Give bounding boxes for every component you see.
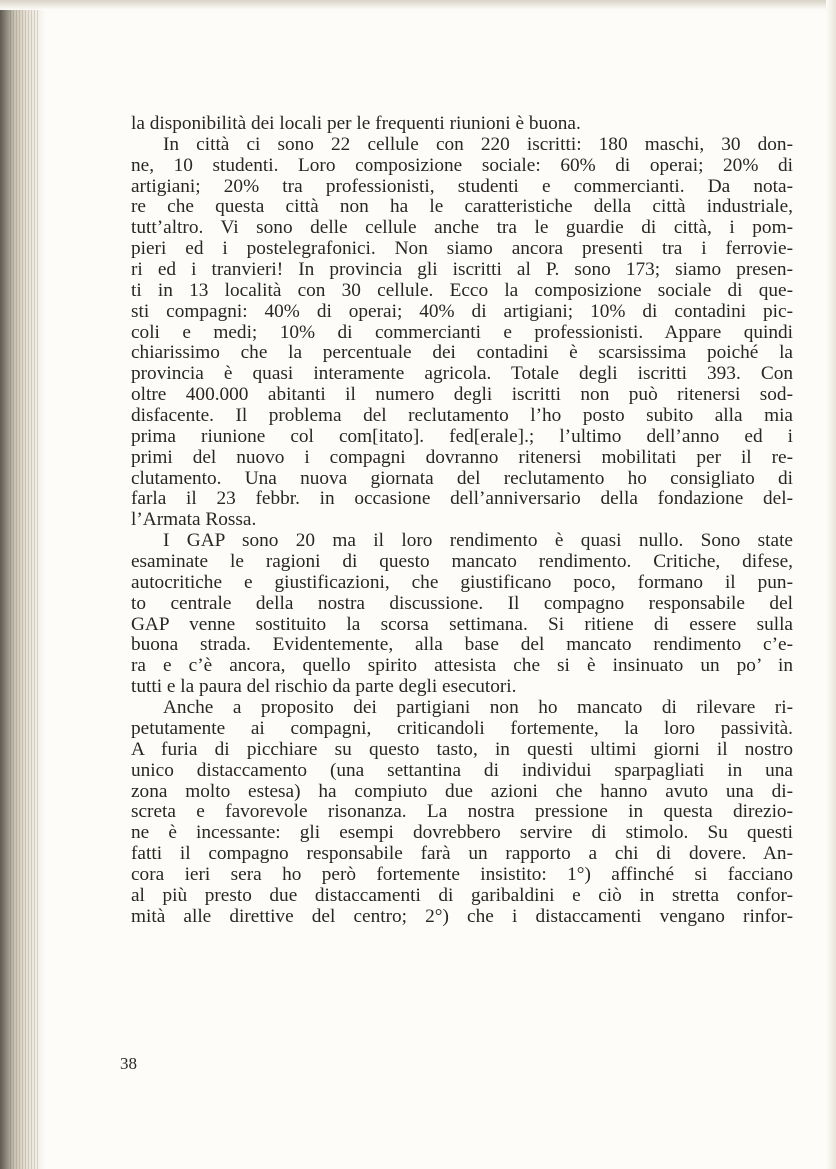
right-edge-shadow [826, 0, 836, 1169]
text-line: GAP venne sostituito la scorsa settimana. Si ritiene di essere sulla [131, 614, 793, 635]
text-line: A furia di picchiare su questo tasto, in questi ultimi giorni il nostro [131, 739, 793, 760]
text-line: autocritiche e giustificazioni, che giustificano poco, formano il pun- [131, 572, 793, 593]
paragraph-end-line: tutti e la paura del rischio da parte degli esecutori. [131, 677, 517, 698]
text-line: tutt’altro. Vi sono delle cellule anche tra le guardie di città, i pom- [131, 218, 793, 239]
text-line: clutamento. Una nuova giornata del reclutamento ho consigliato di [131, 468, 793, 489]
paragraph-end-line: l’Armata Rossa. [131, 510, 257, 531]
text-line: petutamente ai compagni, criticandoli fortemente, la loro passività. [131, 718, 793, 739]
text-line: prima riunione col com[itato]. fed[erale].; l’ultimo dell’anno ed i [131, 426, 793, 447]
text-line: pieri ed i postelegrafonici. Non siamo ancora presenti tra i ferrovie- [131, 239, 793, 260]
text-line: ra e c’è ancora, quello spirito attesista che si è insinuato un po’ in [131, 656, 793, 677]
text-line: ne è incessante: gli esempi dovrebbero servire di stimolo. Su questi [131, 823, 793, 844]
text-line: al più presto due distaccamenti di garibaldini e ciò in stretta confor- [131, 885, 793, 906]
text-line: zona molto estesa) ha compiuto due azioni che hanno avuto una di- [131, 781, 793, 802]
text-line: buona strada. Evidentemente, alla base del mancato rendimento c’e- [131, 635, 793, 656]
text-line: screta e favorevole risonanza. La nostra pressione in questa direzio- [131, 802, 793, 823]
text-line: farla il 23 febbr. in occasione dell’anniversario della fondazione del- [131, 489, 793, 510]
text-line: cora ieri sera ho però fortemente insistito: 1°) affinché si facciano [131, 864, 793, 885]
text-line: artigiani; 20% tra professionisti, studenti e commercianti. Da nota- [131, 176, 793, 197]
text-line: chiarissimo che la percentuale dei contadini è scarsissima poiché la [131, 343, 793, 364]
text-line: ri ed i tranvieri! In provincia gli iscritti al P. sono 173; siamo presen- [131, 260, 793, 281]
text-line: sti compagni: 40% di operai; 40% di artigiani; 10% di contadini pic- [131, 301, 793, 322]
text-line: mità alle direttive del centro; 2°) che i distaccamenti vengano rinfor- [131, 906, 793, 927]
body-text [131, 114, 793, 928]
text-line: disfacente. Il problema del reclutamento l’ho posto subito alla mia [131, 406, 793, 427]
text-line: re che questa città non ha le caratteristiche della città industriale, [131, 197, 793, 218]
text-line: coli e medi; 10% di commercianti e professionisti. Appare quindi [131, 322, 793, 343]
text-line: esaminate le ragioni di questo mancato rendimento. Critiche, difese, [131, 552, 793, 573]
paragraph-start-line: I GAP sono 20 ma il loro rendimento è quasi nullo. Sono state [163, 531, 793, 552]
paragraph-start-line: Anche a proposito dei partigiani non ho mancato di rilevare ri- [163, 698, 793, 719]
text-line: la disponibilità dei locali per le frequenti riunioni è buona. [131, 114, 581, 134]
paragraph-start-line: In città ci sono 22 cellule con 220 iscritti: 180 maschi, 30 don- [163, 134, 793, 155]
page-number: 38 [120, 1054, 137, 1073]
text-line: oltre 400.000 abitanti il numero degli iscritti non può ritenersi sod- [131, 385, 793, 406]
page-edges [10, 0, 40, 1169]
text-line: to centrale della nostra discussione. Il compagno responsabile del [131, 593, 793, 614]
top-edge-shadow [0, 0, 836, 10]
text-line: ne, 10 studenti. Loro composizione sociale: 60% di operai; 20% di [131, 155, 793, 176]
text-line: ti in 13 località con 30 cellule. Ecco la composizione sociale di que- [131, 280, 793, 301]
text-line: unico distaccamento (una settantina di individui sparpagliati in una [131, 760, 793, 781]
text-line: fatti il compagno responsabile farà un rapporto a chi di dovere. An- [131, 844, 793, 865]
text-line: provincia è quasi interamente agricola. Totale degli iscritti 393. Con [131, 364, 793, 385]
text-line: primi del nuovo i compagni dovranno ritenersi mobilitati per il re- [131, 447, 793, 468]
